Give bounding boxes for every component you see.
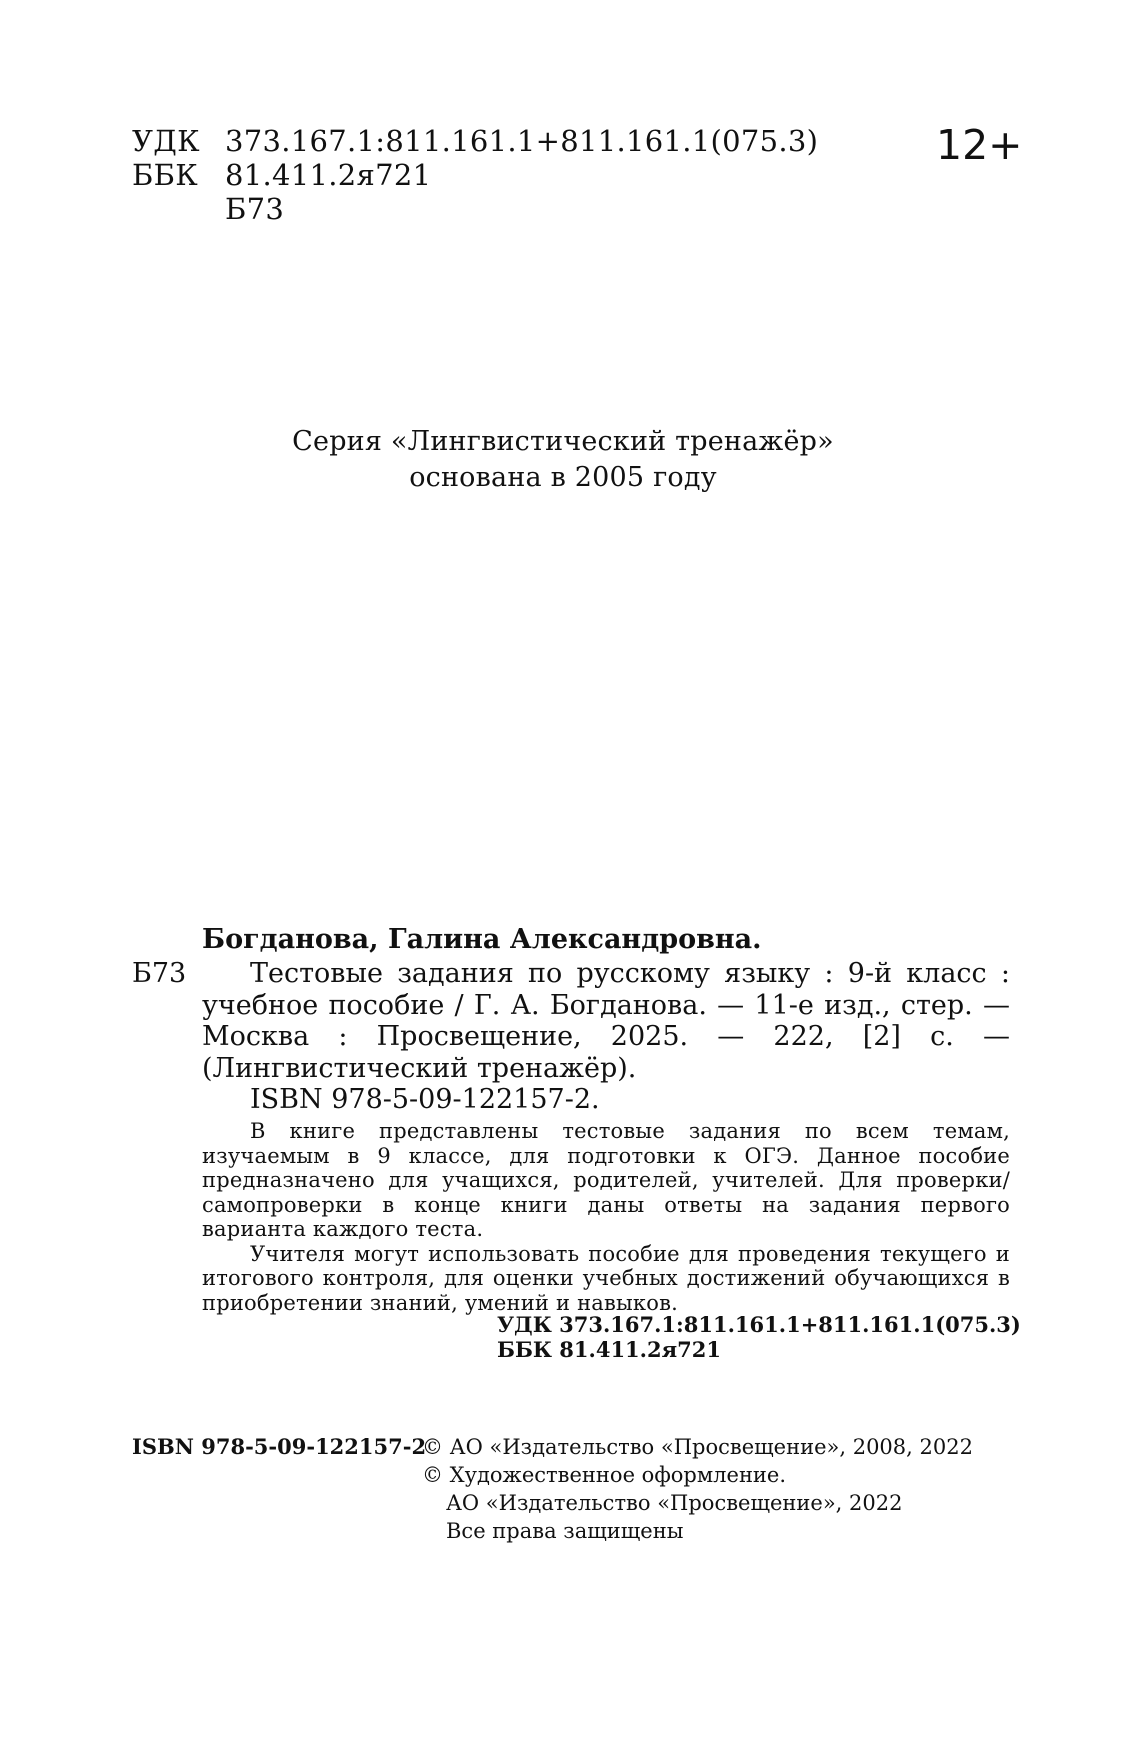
copyright-line-2: © Художественное оформление. (422, 1463, 787, 1487)
bbk-row (132, 158, 818, 192)
card-bibliographic (132, 958, 1010, 1084)
copyright-line-3: АО «Издательство «Просвещение», 2022 (446, 1491, 903, 1515)
annotation-paragraph-2: Учителя могут использовать пособие для проведения текущего и итогового контроля, для оценки учебных достижений обучающихся в приобретении знаний, умений и навыков. (202, 1241, 1010, 1315)
author-mark: Б73 (225, 192, 285, 226)
series-line-1: Серия «Лингвистический тренажёр» (292, 426, 834, 457)
bbk-value: 81.411.2я721 (225, 158, 432, 192)
catalog-card (132, 924, 1010, 1315)
bbk-label: ББК (132, 158, 198, 192)
card-author: Богданова, Галина Александровна. (202, 924, 762, 955)
series-note (0, 424, 1126, 496)
copyright-isbn: ISBN 978-5-09-122157-2 (132, 1434, 427, 1459)
udk-value: 373.167.1:811.161.1+811.161.1(075.3) (225, 124, 819, 158)
footer-udk: УДК 373.167.1:811.161.1+811.161.1(075.3) (497, 1312, 1021, 1337)
card-bibliographic-text: Тестовые задания по русскому языку : 9-й класс : учебное пособие / Г. А. Богданова. — 11-е изд., стер. — Москва : Просвещение, 2025. — 222, [2] с. — (Лингвистический тренажёр). (202, 958, 1010, 1084)
card-annotation (202, 1119, 1010, 1315)
card-code: Б73 (132, 958, 187, 989)
footer-bbk: ББК 81.411.2я721 (497, 1337, 721, 1362)
copyright-line-4: Все права защищены (446, 1519, 684, 1543)
udk-row (132, 124, 818, 158)
udk-label: УДК (132, 124, 200, 158)
age-rating: 12+ (936, 121, 1023, 169)
series-line-2: основана в 2005 году (409, 462, 717, 493)
annotation-paragraph-1: В книге представлены тестовые задания по всем темам, изучаемым в 9 классе, для подготовки к ОГЭ. Данное пособие предназначено для учащихся, родителей, учителей. Для проверки/ самопроверки в конце книги даны ответы на задания первого варианта каждого теста. (202, 1119, 1010, 1241)
copyright-lines (422, 1433, 1126, 1545)
card-isbn: ISBN 978-5-09-122157-2. (250, 1084, 600, 1115)
copyright-line-1: © АО «Издательство «Просвещение», 2008, 2022 (422, 1435, 973, 1459)
author-mark-row (132, 192, 818, 226)
classification-block (132, 124, 818, 226)
footer-classification (497, 1312, 1021, 1362)
